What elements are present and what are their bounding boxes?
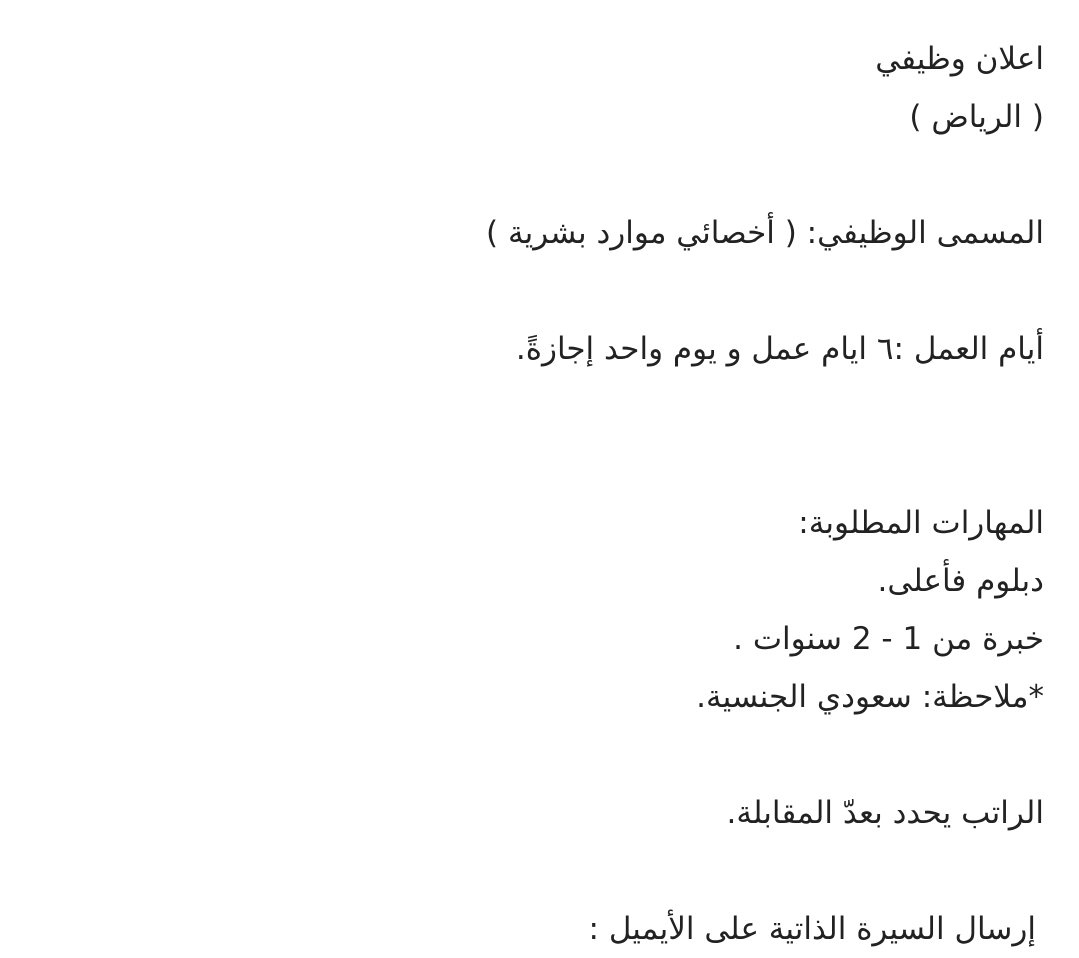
requirement-item: *ملاحظة: سعودي الجنسية. xyxy=(696,679,1044,715)
work-days: أيام العمل :٦ ايام عمل و يوم واحد إجازةً. xyxy=(515,331,1044,367)
spacer xyxy=(0,726,1044,784)
announcement-title: اعلان وظيفي xyxy=(875,41,1044,77)
spacer xyxy=(0,146,1044,204)
requirement-item: دبلوم فأعلى. xyxy=(877,563,1044,599)
spacer xyxy=(0,842,1044,900)
spacer xyxy=(0,378,1044,494)
spacer xyxy=(0,262,1044,320)
send-cv-instruction: إرسال السيرة الذاتية على الأيميل : xyxy=(588,911,1036,947)
salary-note: الراتب يحدد بعدّ المقابلة. xyxy=(726,795,1044,831)
job-title: المسمى الوظيفي: ( أخصائي موارد بشرية ) xyxy=(486,215,1044,251)
requirement-item: خبرة من 1 - 2 سنوات . xyxy=(733,621,1044,657)
job-location: ( الرياض ) xyxy=(909,99,1044,135)
skills-heading: المهارات المطلوبة: xyxy=(798,505,1044,541)
